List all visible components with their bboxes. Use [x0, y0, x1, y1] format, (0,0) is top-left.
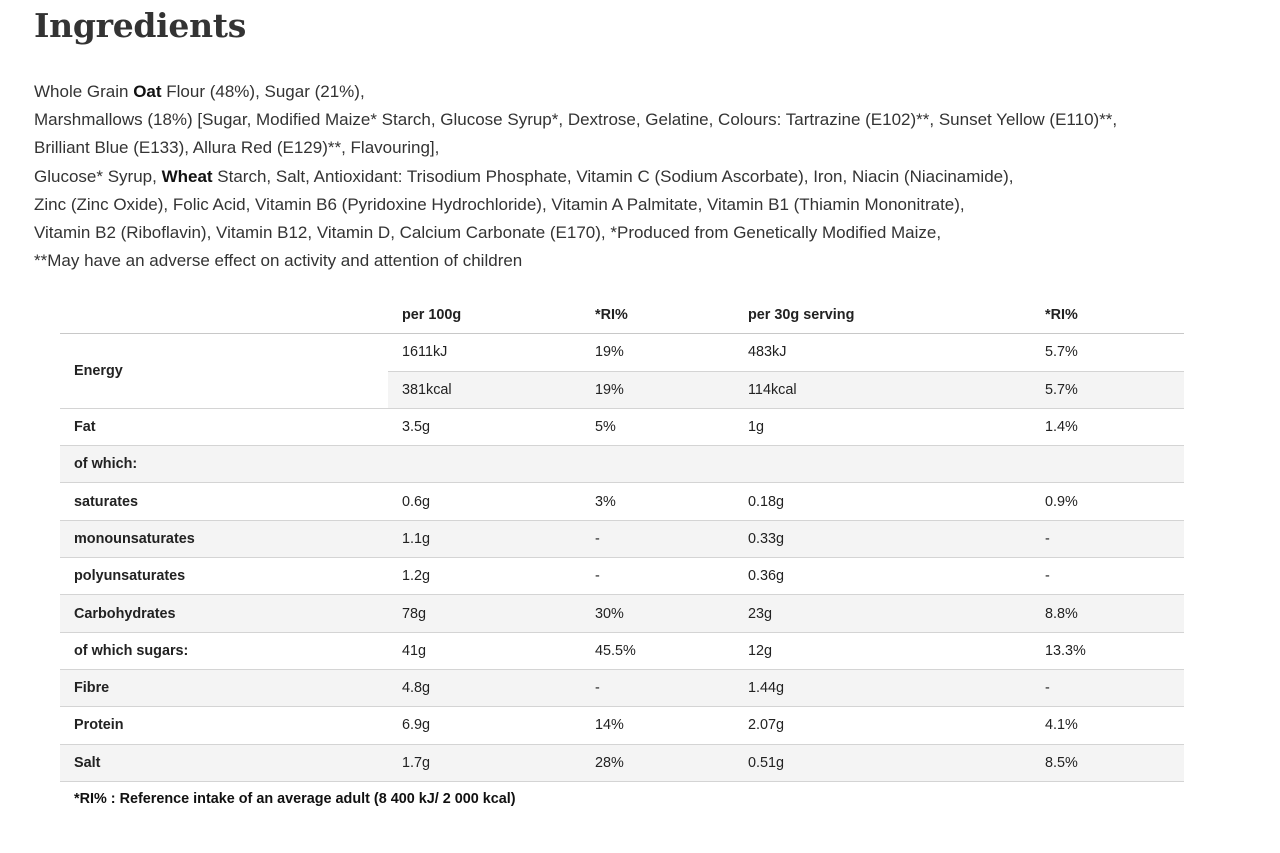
value-per-100g: 78g: [388, 595, 581, 632]
ri-per-100g: 3%: [581, 483, 734, 520]
ri-per-serving: 4.1%: [1031, 707, 1184, 744]
value-per-100g: 41g: [388, 632, 581, 669]
value-per-100g: 3.5g: [388, 408, 581, 445]
row-label: Carbohydrates: [60, 595, 388, 632]
table-row-energy-kj: [60, 334, 1184, 371]
table-row-salt: [60, 744, 1184, 781]
value-per-100g: 1.2g: [388, 558, 581, 595]
energy-kcal-ri-100g: 19%: [581, 371, 734, 408]
value-per-serving: 1.44g: [734, 669, 1031, 706]
value-per-100g: 1.7g: [388, 744, 581, 781]
ingredients-line-5: Zinc (Zinc Oxide), Folic Acid, Vitamin B6 (Pyridoxine Hydrochloride), Vitamin A Palmitate, Vitamin B1 (Thiamin Mononitrate),: [34, 194, 965, 214]
header-per-100g: per 100g: [388, 297, 581, 334]
ingredients-line-6: Vitamin B2 (Riboflavin), Vitamin B12, Vitamin D, Calcium Carbonate (E170), *Produced from Genetically Modified Maize,: [34, 223, 942, 243]
ingredients-line-7: **May have an adverse effect on activity and attention of children: [34, 251, 523, 271]
table-row-protein: [60, 707, 1184, 744]
ingredient-text: Starch, Salt, Antioxidant: Trisodium Phosphate, Vitamin C (Sodium Ascorbate), Iron, Niacin (Niacinamide),: [212, 166, 1014, 186]
ingredients-line-1: [34, 78, 1254, 106]
row-label: of which:: [60, 446, 388, 483]
value-per-serving: 12g: [734, 632, 1031, 669]
value-per-serving: 1g: [734, 408, 1031, 445]
energy-kj-ri-serving: 5.7%: [1031, 334, 1184, 371]
value-per-serving: 0.36g: [734, 558, 1031, 595]
table-row-saturates: [60, 483, 1184, 520]
allergen-wheat: Wheat: [161, 166, 213, 186]
value-per-100g: 4.8g: [388, 669, 581, 706]
row-label: Protein: [60, 707, 388, 744]
table-row-fat: [60, 408, 1184, 445]
table-row-fibre: [60, 669, 1184, 706]
ri-per-serving: -: [1031, 669, 1184, 706]
ri-per-100g: -: [581, 558, 734, 595]
energy-kj-per-100g: 1611kJ: [388, 334, 581, 371]
ri-per-serving: -: [1031, 558, 1184, 595]
value-per-100g: 0.6g: [388, 483, 581, 520]
ri-per-serving: 8.8%: [1031, 595, 1184, 632]
ri-per-100g: -: [581, 669, 734, 706]
ingredients-line-2: Marshmallows (18%) [Sugar, Modified Maize* Starch, Glucose Syrup*, Dextrose, Gelatine, Colours: Tartrazine (E102)**, Sunset Yellow (E110)**,: [34, 110, 1118, 130]
energy-kj-ri-100g: 19%: [581, 334, 734, 371]
row-label: monounsaturates: [60, 520, 388, 557]
ingredients-line-3: Brilliant Blue (E133), Allura Red (E129)**, Flavouring],: [34, 138, 440, 158]
row-label: Salt: [60, 744, 388, 781]
ri-per-100g: [581, 446, 734, 483]
ri-per-serving: -: [1031, 520, 1184, 557]
table-row-sugars: [60, 632, 1184, 669]
header-ri-per-serving: *RI%: [1031, 297, 1184, 334]
header-per-serving: per 30g serving: [734, 297, 1031, 334]
value-per-100g: [388, 446, 581, 483]
page-heading: Ingredients: [34, 6, 247, 45]
ri-per-serving: 8.5%: [1031, 744, 1184, 781]
ri-per-100g: -: [581, 520, 734, 557]
row-label: Fat: [60, 408, 388, 445]
ri-per-100g: 28%: [581, 744, 734, 781]
header-nutrient: [60, 297, 388, 334]
nutrition-header-row: [60, 297, 1184, 334]
allergen-oat: Oat: [133, 82, 162, 101]
ri-per-100g: 30%: [581, 595, 734, 632]
ri-footnote: *RI% : Reference intake of an average adult (8 400 kJ/ 2 000 kcal): [74, 791, 516, 807]
table-row-of-which: [60, 446, 1184, 483]
value-per-serving: [734, 446, 1031, 483]
ri-per-100g: 14%: [581, 707, 734, 744]
ri-per-100g: 5%: [581, 408, 734, 445]
ri-per-serving: 0.9%: [1031, 483, 1184, 520]
row-label: saturates: [60, 483, 388, 520]
value-per-serving: 2.07g: [734, 707, 1031, 744]
ingredient-text: Glucose* Syrup,: [34, 166, 162, 186]
ingredient-text: Whole Grain: [34, 82, 134, 101]
value-per-serving: 0.18g: [734, 483, 1031, 520]
value-per-100g: 6.9g: [388, 707, 581, 744]
energy-kcal-per-100g: 381kcal: [388, 371, 581, 408]
ri-per-serving: 13.3%: [1031, 632, 1184, 669]
ingredient-text: Flour (48%), Sugar (21%),: [161, 82, 365, 101]
header-ri-per-100g: *RI%: [581, 297, 734, 334]
value-per-serving: 0.33g: [734, 520, 1031, 557]
row-label: of which sugars:: [60, 632, 388, 669]
row-label-energy: Energy: [60, 334, 388, 409]
ri-per-100g: 45.5%: [581, 632, 734, 669]
nutrition-table: [60, 297, 1184, 782]
value-per-serving: 0.51g: [734, 744, 1031, 781]
value-per-100g: 1.1g: [388, 520, 581, 557]
row-label: polyunsaturates: [60, 558, 388, 595]
energy-kcal-per-serving: 114kcal: [734, 371, 1031, 408]
row-label: Fibre: [60, 669, 388, 706]
table-row-monounsaturates: [60, 520, 1184, 557]
table-row-polyunsaturates: [60, 558, 1184, 595]
ingredients-text: [34, 78, 1254, 275]
ri-per-serving: [1031, 446, 1184, 483]
ingredients-line-4: [34, 163, 1254, 191]
table-row-carbohydrates: [60, 595, 1184, 632]
ri-per-serving: 1.4%: [1031, 408, 1184, 445]
energy-kj-per-serving: 483kJ: [734, 334, 1031, 371]
value-per-serving: 23g: [734, 595, 1031, 632]
energy-kcal-ri-serving: 5.7%: [1031, 371, 1184, 408]
